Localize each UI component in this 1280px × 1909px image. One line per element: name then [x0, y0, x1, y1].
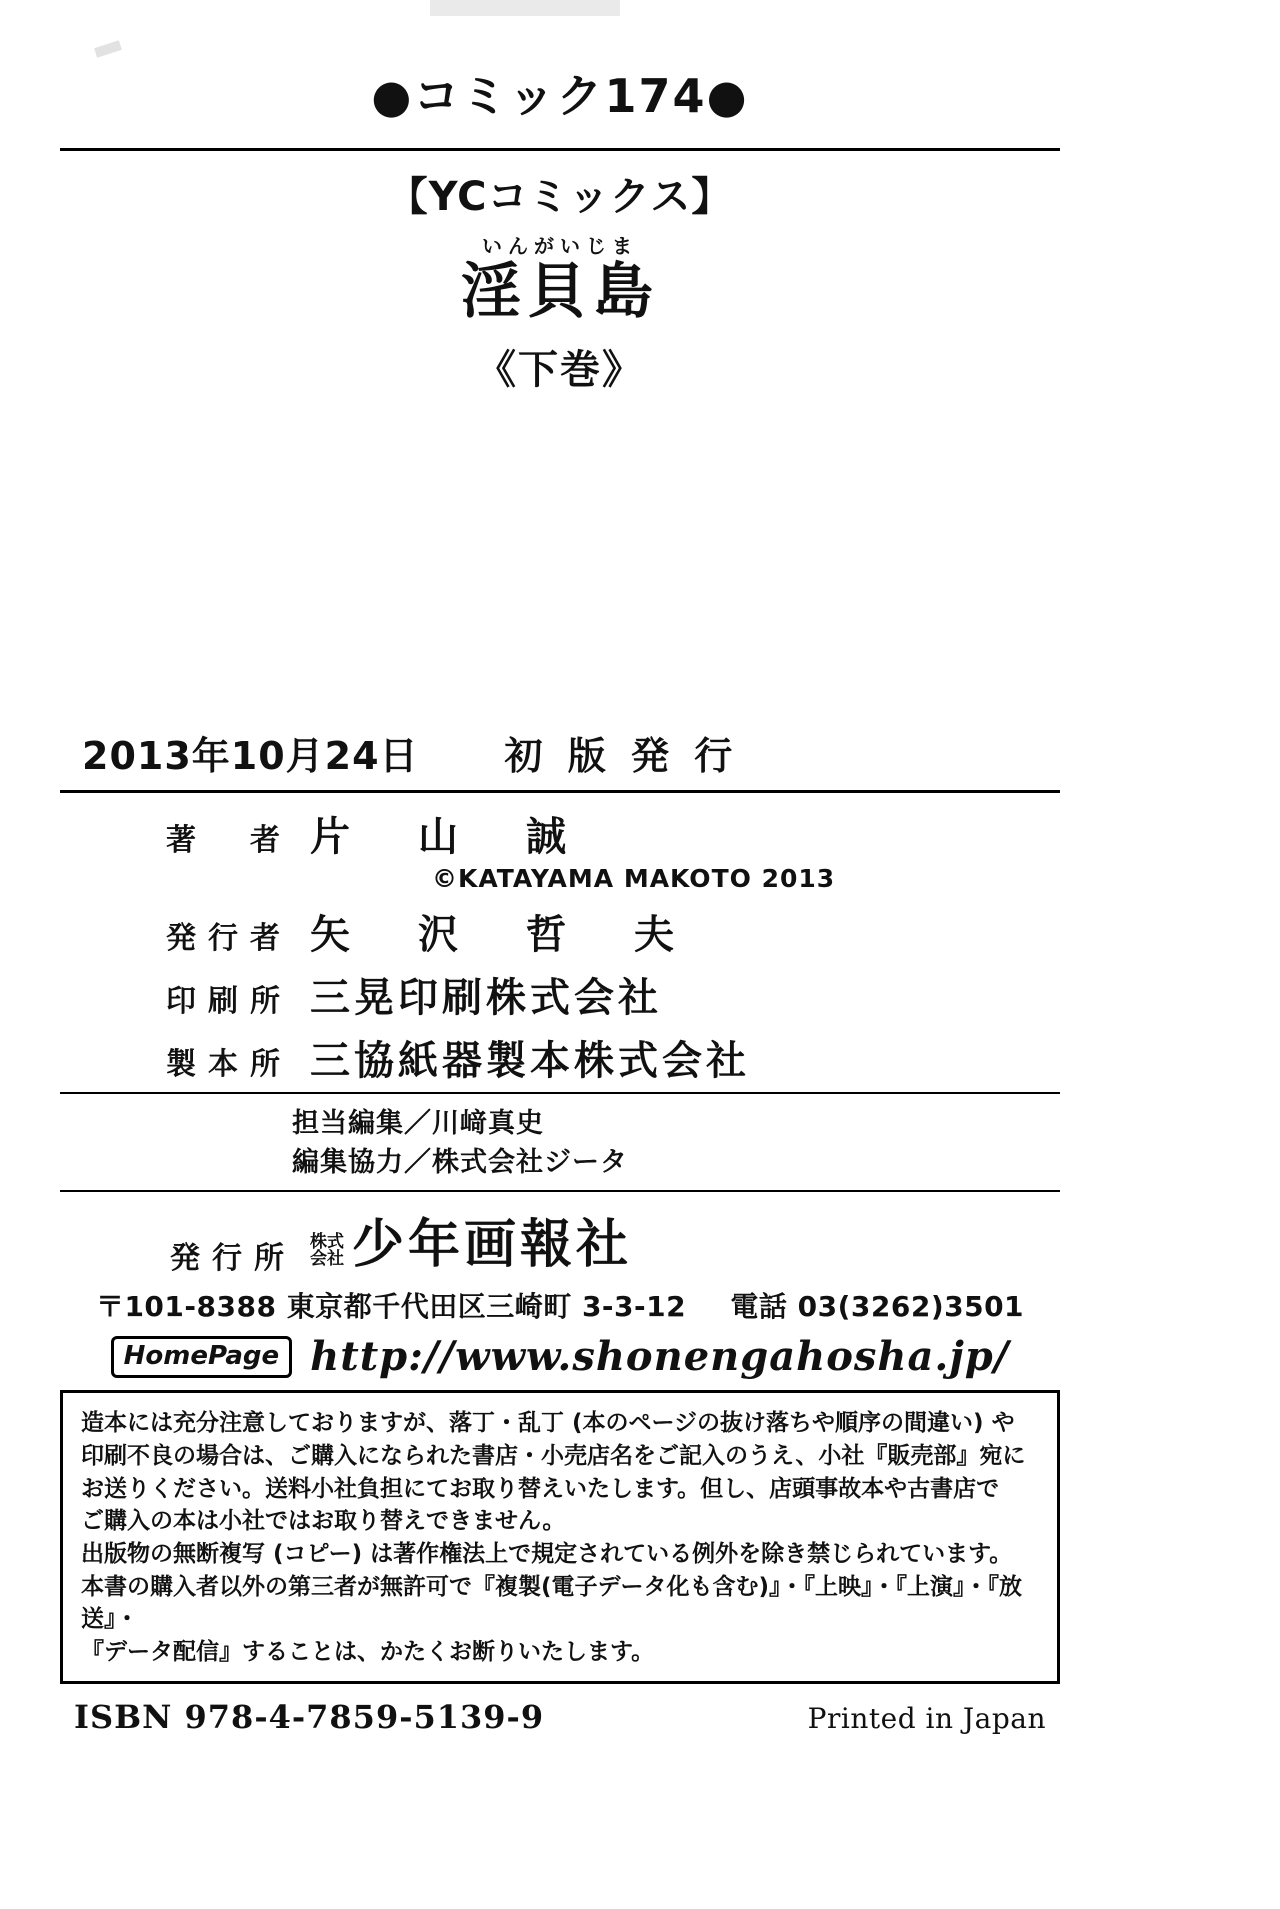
- legal-notice-box: [60, 1390, 1060, 1683]
- volume-label: 《下巻》: [476, 347, 644, 393]
- title-ruby: いんがいじま: [482, 234, 638, 258]
- telephone: 電話 03(3262)3501: [730, 1290, 1025, 1324]
- credit-row: [60, 903, 1060, 960]
- imprint-label: 【YCコミックス】: [387, 174, 733, 220]
- credit-row: [60, 966, 1060, 1023]
- credit-value-publisher-person: 矢 沢 哲 夫: [310, 912, 688, 958]
- blank-space: [60, 395, 1060, 725]
- editor-line: 担当編集／川﨑真史: [292, 1108, 544, 1139]
- isbn-number: ISBN 978-4-7859-5139-9: [74, 1697, 545, 1736]
- notice-line: 印刷不良の場合は、ご購入になられた書店・小売店名をご記入のうえ、小社『販売部』宛に: [81, 1442, 1026, 1469]
- credit-label-publisher-person: 発行者: [166, 921, 292, 956]
- footer-row: [60, 1698, 1060, 1736]
- publication-edition: 初 版 発 行: [504, 734, 739, 778]
- title-block: [60, 151, 1060, 395]
- notice-line: ご購入の本は小社ではお取り替えできません。: [81, 1508, 566, 1535]
- credit-label-binder: 製本所: [166, 1047, 292, 1082]
- homepage-row: [60, 1333, 1060, 1380]
- notice-line: 『データ配信』することは、かたくお断りいたします。: [81, 1638, 655, 1665]
- publisher-address: [60, 1285, 1060, 1325]
- editor-credits: [60, 1094, 1060, 1190]
- publication-date: 2013年10月24日: [82, 734, 419, 778]
- credit-label-printer: 印刷所: [166, 984, 292, 1019]
- notice-line: お送りください。送料小社負担にてお取り替えいたします。但し、店頭事故本や古書店で: [81, 1475, 1000, 1502]
- homepage-url[interactable]: http://www.shonengahosha.jp/: [310, 1333, 1010, 1381]
- credits-list: [60, 793, 1060, 1086]
- notice-line: 造本には充分注意しておりますが、落丁・乱丁 (本のページの抜け落ちや順序の間違い) や: [81, 1410, 1015, 1437]
- editor-line: 編集協力／株式会社ジータ: [292, 1147, 628, 1179]
- scan-artifact-corner: [94, 40, 122, 58]
- printed-in-label: Printed in Japan: [807, 1701, 1046, 1735]
- publisher-kabushiki-mark: [310, 1231, 344, 1278]
- credit-value-author: 片 山 誠: [310, 814, 580, 860]
- kabushiki-line-1: 株式: [310, 1231, 344, 1252]
- publisher-row: [60, 1192, 1060, 1277]
- publisher-label: 発行所: [170, 1241, 296, 1277]
- copyright-notice: ©KATAYAMA MAKOTO 2013: [432, 864, 836, 893]
- publication-row: [60, 725, 1060, 790]
- credit-row: [60, 1029, 1060, 1086]
- credit-value-binder: 三協紙器製本株式会社: [310, 1038, 750, 1084]
- publisher-name: 少年画報社: [352, 1215, 633, 1276]
- postal-address: 〒101-8388 東京都千代田区三崎町 3-3-12: [95, 1290, 687, 1324]
- credit-value-printer: 三晃印刷株式会社: [310, 975, 662, 1021]
- notice-line: 本書の購入者以外の第三者が無許可で『複製(電子データ化も含む)』・『上映』・『上演』・『放送』・: [81, 1573, 1023, 1633]
- credit-label-author: 著 者: [166, 823, 292, 858]
- homepage-badge: HomePage: [111, 1336, 293, 1378]
- colophon-block: [60, 60, 1060, 1736]
- notice-line: 出版物の無断複写 (コピー) は著作権法上で規定されている例外を除き禁じられています。: [81, 1540, 1013, 1567]
- credit-row: [60, 805, 1060, 862]
- kabushiki-line-2: 会社: [310, 1249, 344, 1270]
- book-title: 淫貝島: [461, 257, 659, 327]
- series-header: ●コミック174●: [371, 69, 749, 123]
- scan-artifact-top: [430, 0, 620, 16]
